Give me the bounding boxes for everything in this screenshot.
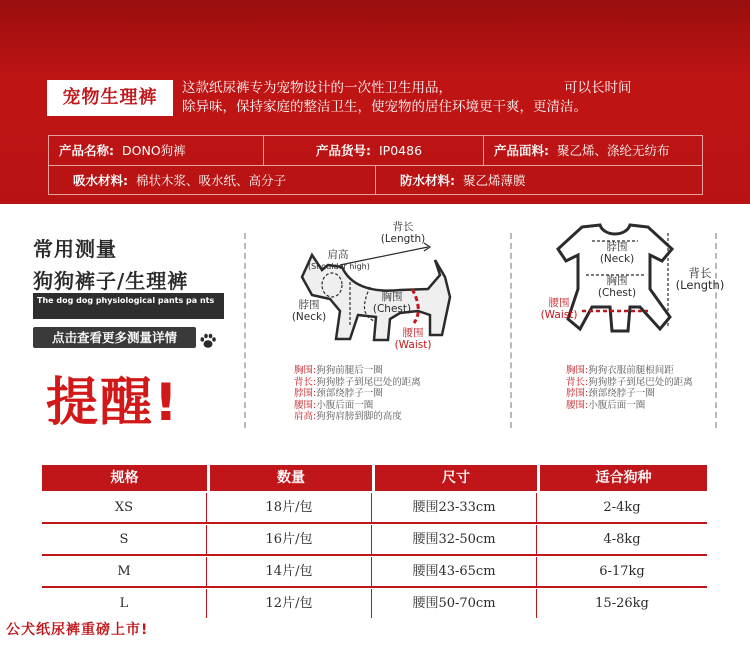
cell-dimension: 腰围32-50cm bbox=[372, 525, 537, 554]
cell-dimension: 腰围43-65cm bbox=[372, 557, 537, 586]
description-line-1a: 这款纸尿裤专为宠物设计的一次性卫生用品， bbox=[182, 80, 452, 96]
spec-key: 产品面料: bbox=[494, 143, 549, 158]
description-line-2: 除异味，保持家庭的整洁卫生，使宠物的居住环境更干爽，更清洁。 bbox=[182, 99, 587, 115]
neck-label bbox=[592, 241, 642, 265]
spec-row bbox=[49, 166, 702, 196]
spec-product-name bbox=[49, 136, 264, 165]
cell-quantity: 18片/包 bbox=[207, 493, 372, 522]
divider bbox=[510, 233, 512, 428]
description-line-1b: 可以长时间 bbox=[564, 80, 632, 96]
spec-product-code bbox=[264, 136, 484, 165]
note-value: 小腹后面一圈 bbox=[588, 399, 646, 411]
waist-label bbox=[534, 297, 584, 321]
spec-value: 聚乙烯薄膜 bbox=[463, 173, 526, 188]
header-quantity: 数量 bbox=[210, 465, 372, 491]
note-value: 狗狗脖子到尾巴处的距离 bbox=[588, 376, 693, 388]
cell-dog-weight: 15-26kg bbox=[595, 596, 649, 611]
note-key: 背长: bbox=[294, 376, 317, 388]
spec-key: 吸水材料: bbox=[73, 173, 128, 188]
label-cn: 腰围 bbox=[548, 297, 570, 309]
measure-english-caption: The dog dog physiological pants pa nts bbox=[33, 293, 224, 319]
product-description bbox=[182, 79, 682, 117]
spec-value: 棉状木浆、吸水纸、高分子 bbox=[136, 173, 287, 188]
measure-notes bbox=[566, 365, 693, 411]
label-en: (Waist) bbox=[394, 339, 432, 351]
label-cn: 腰围 bbox=[402, 327, 424, 339]
cell-size: S bbox=[42, 525, 207, 554]
back-length-label bbox=[373, 221, 433, 245]
cell-dimension: 腰围50-70cm bbox=[372, 589, 537, 618]
note bbox=[294, 411, 421, 423]
note bbox=[294, 400, 421, 412]
label-cn: 背长 bbox=[688, 266, 712, 280]
label-cn: 胸围 bbox=[381, 291, 403, 303]
cell-quantity: 12片/包 bbox=[207, 589, 372, 618]
cell-quantity: 14片/包 bbox=[207, 557, 372, 586]
note-key: 背长: bbox=[566, 376, 589, 388]
product-tag: 宠物生理裤 bbox=[47, 80, 173, 116]
label-en: (Shoulder high) bbox=[308, 262, 370, 271]
divider bbox=[244, 233, 246, 428]
paw-icon bbox=[199, 332, 217, 350]
dog-measurement-diagram bbox=[250, 215, 505, 430]
note bbox=[294, 377, 421, 389]
measure-title: 常用测量 bbox=[33, 237, 117, 261]
note-key: 脖围: bbox=[294, 388, 317, 399]
spec-waterproof bbox=[376, 166, 702, 195]
spec-value: DONO狗裤 bbox=[122, 143, 186, 158]
spec-absorbent bbox=[49, 166, 376, 195]
measure-subtitle: 狗狗裤子/生理裤 bbox=[33, 269, 189, 293]
note-key: 肩高: bbox=[294, 411, 317, 422]
spec-row bbox=[49, 136, 702, 166]
reminder-heading: 提醒! bbox=[46, 373, 180, 433]
spec-value: 聚乙烯、涤纶无纺布 bbox=[557, 143, 670, 158]
spec-key: 产品货号: bbox=[316, 143, 371, 158]
spec-key: 防水材料: bbox=[400, 173, 455, 188]
back-length-label bbox=[670, 267, 730, 291]
cell-size: XS bbox=[42, 493, 207, 522]
label-cn: 胸围 bbox=[606, 275, 628, 287]
note-value: 小腹后面一圈 bbox=[316, 399, 374, 411]
note bbox=[294, 388, 421, 400]
chest-label bbox=[592, 275, 642, 299]
product-banner bbox=[0, 0, 750, 204]
note-value: 狗狗脖子到尾巴处的距离 bbox=[316, 376, 421, 388]
measure-notes bbox=[294, 365, 421, 423]
label-en: (Neck) bbox=[291, 311, 327, 323]
row-divider bbox=[42, 554, 707, 556]
cell-size: M bbox=[42, 557, 207, 586]
note-value: 颈部绕脖子一圈 bbox=[588, 388, 655, 399]
row-divider bbox=[42, 586, 707, 588]
cell-size: L bbox=[42, 589, 207, 618]
label-en: (Neck) bbox=[599, 253, 635, 265]
header-dimension: 尺寸 bbox=[375, 465, 537, 491]
note-value: 狗狗衣服前腿根间距 bbox=[588, 365, 674, 376]
footer-slogan: 公犬纸尿裤重磅上市! bbox=[6, 622, 149, 638]
garment-measurement-diagram bbox=[520, 215, 745, 430]
note bbox=[566, 377, 693, 389]
spec-fabric bbox=[484, 136, 702, 165]
cell-quantity: 16片/包 bbox=[207, 525, 372, 554]
label-en: (Length) bbox=[675, 278, 725, 292]
shoulder-height-label bbox=[308, 249, 368, 273]
header-dog-breed: 适合狗种 bbox=[540, 465, 707, 491]
label-en: (Length) bbox=[380, 233, 426, 245]
note bbox=[566, 400, 693, 412]
chest-label bbox=[362, 291, 422, 315]
note bbox=[566, 388, 693, 400]
neck-label bbox=[284, 299, 334, 323]
label-cn: 脖围 bbox=[606, 241, 628, 253]
note-value: 颈部绕脖子一圈 bbox=[316, 388, 383, 399]
cell-dimension: 腰围23-33cm bbox=[372, 493, 537, 522]
header-size: 规格 bbox=[42, 465, 207, 491]
label-cn: 背长 bbox=[392, 221, 414, 233]
spec-table bbox=[48, 135, 703, 195]
note-key: 胸围: bbox=[566, 365, 589, 376]
note-key: 腰围: bbox=[566, 399, 589, 411]
label-en: (Waist) bbox=[540, 309, 578, 321]
note-key: 腰围: bbox=[294, 399, 317, 411]
note-key: 胸围: bbox=[294, 365, 317, 376]
note-value: 狗狗前腿后一圈 bbox=[316, 365, 383, 376]
row-divider bbox=[42, 522, 707, 524]
spec-key: 产品名称: bbox=[59, 143, 114, 158]
waist-label bbox=[383, 327, 443, 351]
more-measure-details-link[interactable]: 点击查看更多测量详情 bbox=[33, 327, 196, 348]
cell-dog-weight: 6-17kg bbox=[599, 564, 645, 579]
note bbox=[294, 365, 421, 377]
spec-value: IP0486 bbox=[379, 143, 423, 158]
label-en: (Chest) bbox=[597, 287, 637, 299]
note bbox=[566, 365, 693, 377]
cell-dog-weight: 2-4kg bbox=[603, 500, 641, 515]
note-value: 狗狗肩膀到脚的高度 bbox=[316, 411, 402, 422]
note-key: 脖围: bbox=[566, 388, 589, 399]
cell-dog-weight: 4-8kg bbox=[603, 532, 641, 547]
label-cn: 肩高 bbox=[327, 249, 349, 261]
label-en: (Chest) bbox=[372, 303, 412, 315]
label-cn: 脖围 bbox=[298, 299, 320, 311]
